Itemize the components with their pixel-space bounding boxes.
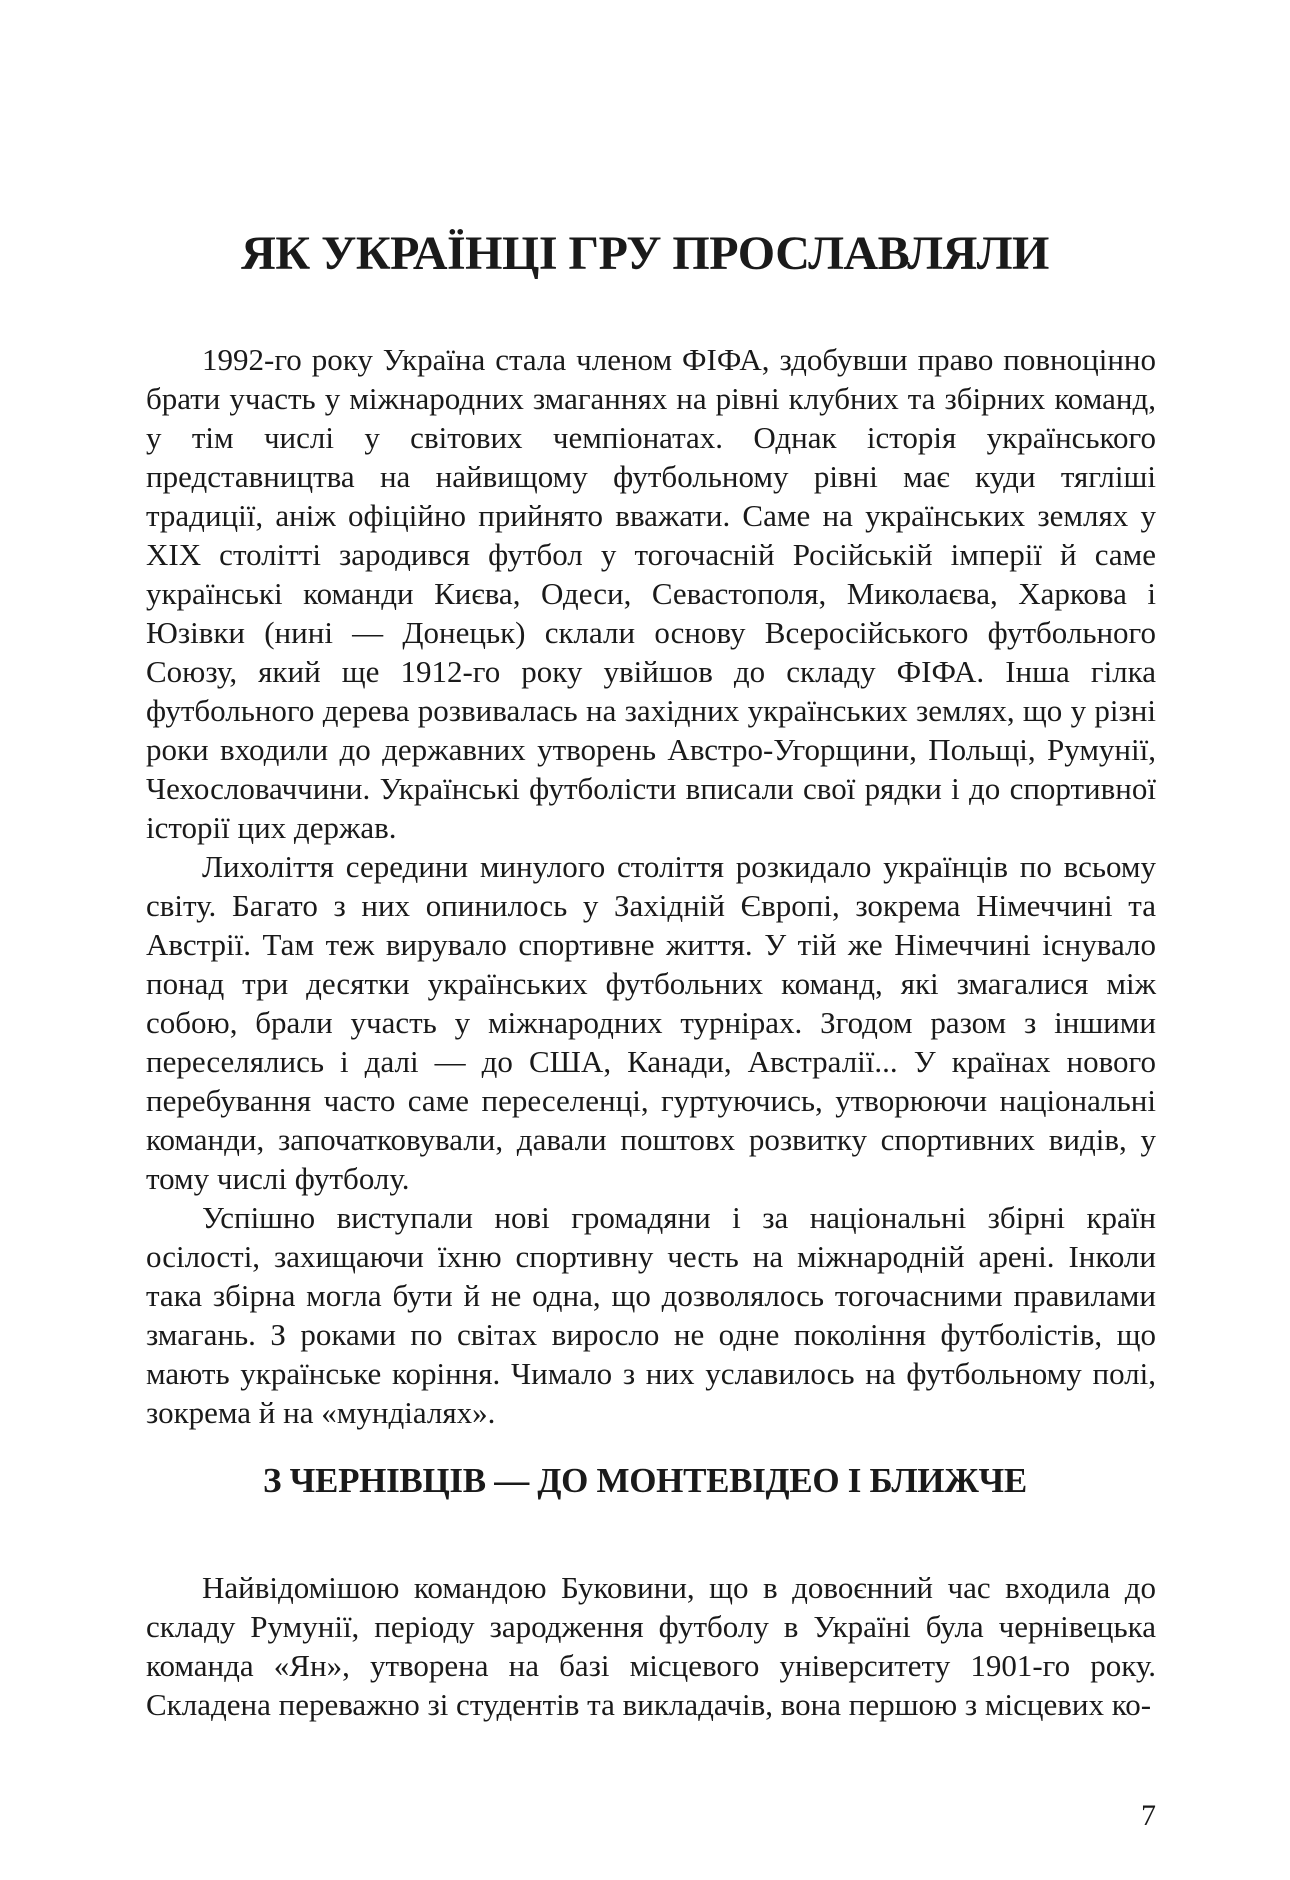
paragraph: 1992-го року Україна стала членом ФІФА, здобувши право повноцінно брати участь у міжнародних змаганнях на рівні клубних та збірних команд, у тім числі у світових чемпіонатах. Однак історія українського представництва на найвищому футбольному рівні має куди тягліші традиції, аніж офіційно прийнято вважати. Саме на українських землях у XIX столітті зародився футбол у тогочасній Російській імперії й саме українські команди Києва, Одеси, Севастополя, Миколаєва, Харкова і Юзівки (нині — Донецьк) склали основу Всеросійського футбольного Союзу, який ще 1912-го року увійшов до складу ФІФА. Інша гілка футбольного дерева розвивалась на західних українських землях, що у різні роки входили до державних утворень Австро-Угорщини, Польщі, Румунії, Чехословаччини. Українські футболісти вписали свої рядки і до спортивної історії цих держав. xyxy=(146,342,1156,845)
paragraph: Лихоліття середини минулого століття розкидало українців по всьому світу. Багато з них опинилось у Західній Європі, зокрема Німеччині та Австрії. Там теж вирувало спортивне життя. У тій же Німеччині існувало понад три десятки українських футбольних команд, які змагалися між собою, брали участь у міжнародних турнірах. Згодом разом з іншими переселялись і далі — до США, Канади, Австралії... У країнах нового перебування часто саме переселенці, гуртуючись, утворюючи національні команди, започатковували, давали поштовх розвитку спортивних видів, у тому числі футболу. xyxy=(146,849,1156,1196)
paragraph: Успішно виступали нові громадяни і за національні збірні країн осілості, захищаючи їхню спортивну честь на міжнародній арені. Інколи така збірна могла бути й не одна, що дозволялось тогочасними правилами змагань. З роками по світах виросло не одне покоління футболістів, що мають українське коріння. Чимало з них уславилось на футбольному полі, зокрема й на «мундіалях». xyxy=(146,1200,1156,1430)
page-number: 7 xyxy=(1141,1799,1156,1832)
paragraph: Найвідомішою командою Буковини, що в довоєнний час входила до складу Румунії, періоду зародження футболу в Україні була чернівецька команда «Ян», утворена на базі місцевого університету 1901-го року. Складена переважно зі студентів та викладачів, вона першою з місцевих ко- xyxy=(146,1570,1156,1722)
main-text xyxy=(146,340,1156,1432)
section-heading: З ЧЕРНІВЦІВ — ДО МОНТЕВІДЕО І БЛИЖЧЕ xyxy=(263,1461,1027,1500)
section-text xyxy=(146,1568,1156,1724)
page-title: ЯК УКРАЇНЦІ ГРУ ПРОСЛАВЛЯЛИ xyxy=(241,227,1049,280)
